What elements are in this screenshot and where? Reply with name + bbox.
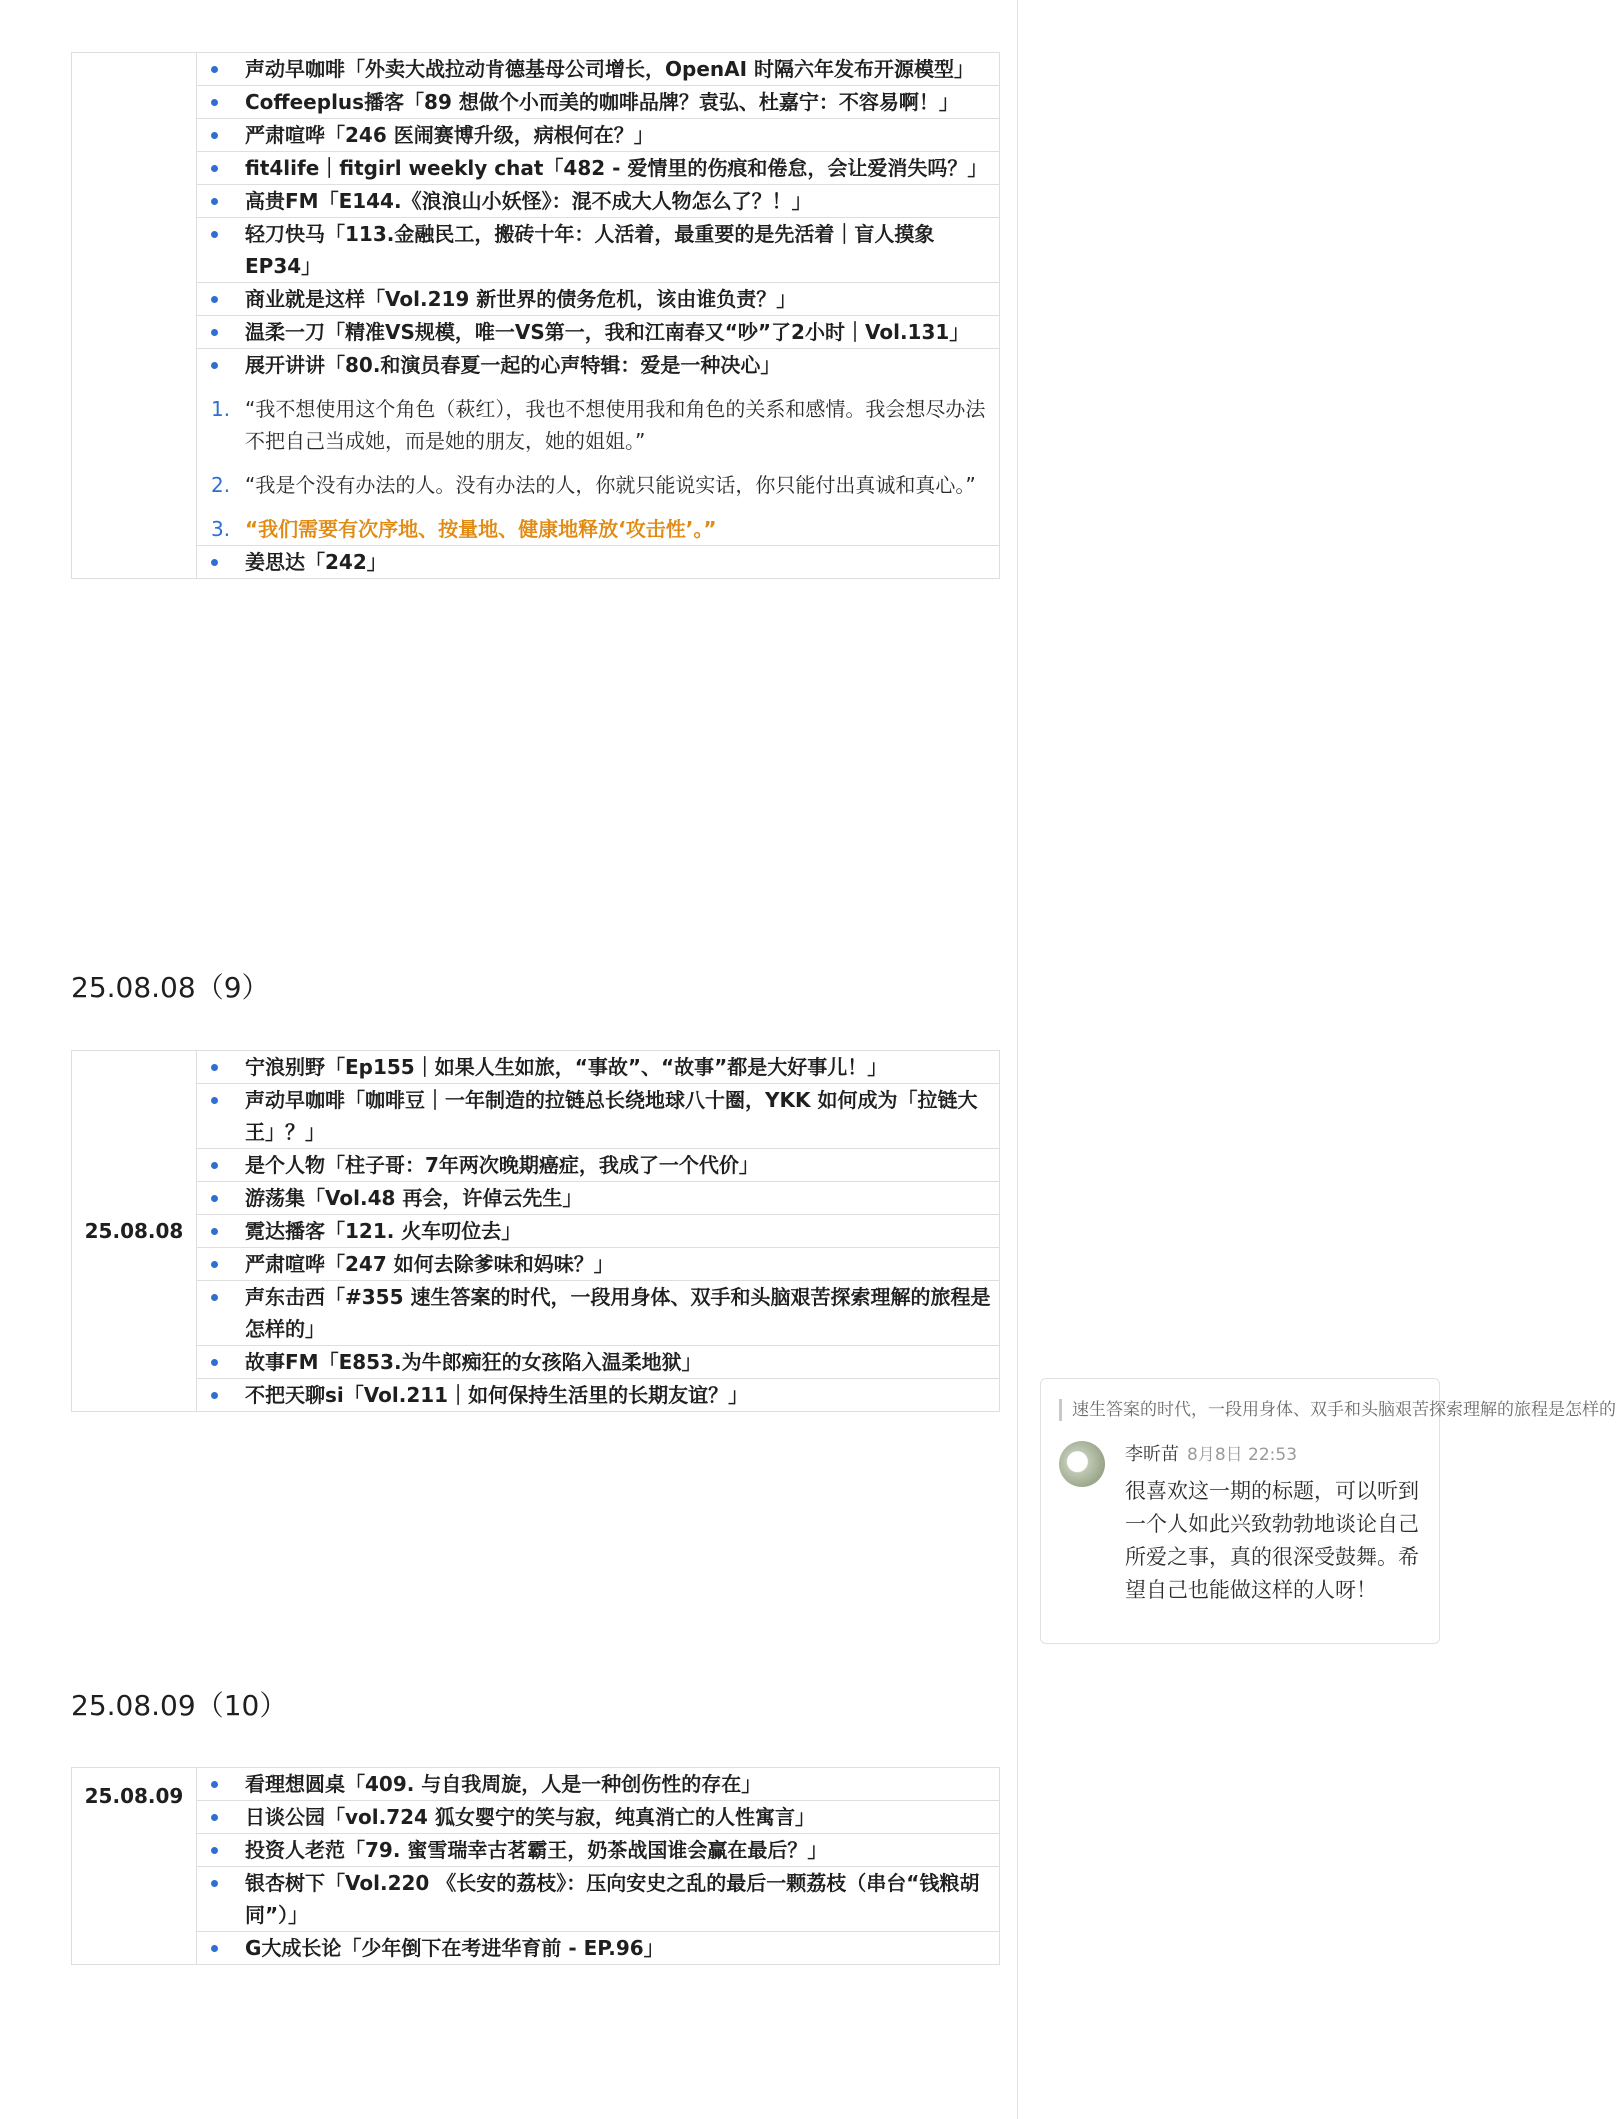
episode-cell [197, 1801, 1000, 1834]
table-row [72, 1379, 1000, 1412]
podcast-table-1 [71, 52, 1000, 579]
episode-item[interactable]: 声东击西「#355 速生答案的时代，一段用身体、双手和头脑艰苦探索理解的旅程是怎样的」 [197, 1281, 999, 1345]
episode-item[interactable]: 温柔一刀「精准VS规模，唯一VS第一，我和江南春又“吵”了2小时｜Vol.131」 [197, 316, 999, 348]
bullet-icon [211, 1880, 218, 1887]
episode-item[interactable]: Coffeeplus播客「89 想做个小而美的咖啡品牌？袁弘、杜嘉宁：不容易啊！」 [197, 86, 999, 118]
bullet-icon [211, 231, 218, 238]
bullet-icon [211, 1195, 218, 1202]
table-row [72, 283, 1000, 316]
table-row [72, 1182, 1000, 1215]
date-cell: 25.08.09 [72, 1768, 197, 1965]
episode-item[interactable]: 不把天聊si「Vol.211｜如何保持生活里的长期友谊？」 [197, 1379, 999, 1411]
table-row [72, 1801, 1000, 1834]
episode-cell [197, 316, 1000, 349]
episode-item[interactable]: 商业就是这样「Vol.219 新世界的债务危机，该由谁负责？」 [197, 283, 999, 315]
bullet-icon [211, 559, 218, 566]
episode-cell [197, 1346, 1000, 1379]
episode-cell [197, 1084, 1000, 1149]
episode-item[interactable]: 严肃喧哗「247 如何去除爹味和妈味？」 [197, 1248, 999, 1280]
avatar [1059, 1441, 1105, 1487]
episode-item[interactable]: 严肃喧哗「246 医闹赛博升级，病根何在？」 [197, 119, 999, 151]
episode-item[interactable]: 故事FM「E853.为牛郎痴狂的女孩陷入温柔地狱」 [197, 1346, 999, 1378]
table-row [72, 1084, 1000, 1149]
table-row [72, 1051, 1000, 1084]
bullet-icon [211, 99, 218, 106]
table-row [72, 218, 1000, 283]
episode-item[interactable]: 霓达播客「121. 火车叨位去」 [197, 1215, 999, 1247]
episode-cell [197, 1281, 1000, 1346]
episode-cell [197, 283, 1000, 316]
table-row [72, 152, 1000, 185]
bullet-icon [211, 1814, 218, 1821]
bullet-icon [211, 1162, 218, 1169]
table-row [72, 1346, 1000, 1379]
episode-cell [197, 1248, 1000, 1281]
episode-item[interactable]: 看理想圆桌「409. 与自我周旋，人是一种创伤性的存在」 [197, 1768, 999, 1800]
date-cell: 25.08.08 [72, 1051, 197, 1412]
podcast-table-2 [71, 1050, 1000, 1412]
table-row [72, 1768, 1000, 1801]
table-row [72, 53, 1000, 86]
bullet-icon [211, 1359, 218, 1366]
bullet-icon [211, 362, 218, 369]
table-row [72, 1248, 1000, 1281]
episode-cell [197, 152, 1000, 185]
episode-cell [197, 86, 1000, 119]
episode-cell [197, 349, 1000, 546]
episode-item[interactable]: 声动早咖啡「外卖大战拉动肯德基母公司增长，OpenAI 时隔六年发布开源模型」 [197, 53, 999, 85]
episode-cell [197, 185, 1000, 218]
bullet-icon [211, 1228, 218, 1235]
table-row [72, 546, 1000, 579]
bullet-icon [211, 132, 218, 139]
episode-cell [197, 1867, 1000, 1932]
bullet-icon [211, 1097, 218, 1104]
bullet-icon [211, 198, 218, 205]
comment-card[interactable] [1040, 1378, 1616, 1644]
bullet-icon [211, 165, 218, 172]
bullet-icon [211, 329, 218, 336]
episode-cell [197, 53, 1000, 86]
episode-item[interactable]: 声动早咖啡「咖啡豆｜一年制造的拉链总长绕地球八十圈，YKK 如何成为「拉链大王」？」 [197, 1084, 999, 1148]
episode-item[interactable]: 高贵FM「E144.《浪浪山小妖怪》：混不成大人物怎么了？！」 [197, 185, 999, 217]
episode-cell [197, 1149, 1000, 1182]
table-row [72, 119, 1000, 152]
episode-cell [197, 1379, 1000, 1412]
bullet-icon [211, 1781, 218, 1788]
table-row [72, 1281, 1000, 1346]
comment-quoted-text: 速生答案的时代，一段用身体、双手和头脑艰苦探索理解的旅程是怎样的 [1059, 1399, 1421, 1421]
episode-cell [197, 546, 1000, 579]
table-row [72, 86, 1000, 119]
episode-cell [197, 1768, 1000, 1801]
section-heading: 25.08.08（9） [71, 971, 270, 1004]
episode-item[interactable]: 宁浪别野「Ep155｜如果人生如旅，“事故”、“故事”都是大好事儿！」 [197, 1051, 999, 1083]
table-row [72, 1867, 1000, 1932]
episode-cell [197, 1051, 1000, 1084]
comment-timestamp: 8月8日 22:53 [1187, 1445, 1298, 1465]
bullet-icon [211, 296, 218, 303]
episode-item[interactable]: 是个人物「柱子哥：7年两次晚期癌症，我成了一个代价」 [197, 1149, 999, 1181]
bullet-icon [211, 1392, 218, 1399]
quote-item: 1. “我不想使用这个角色（萩红），我也不想使用我和角色的关系和感情。我会想尽办法不把自己当成她，而是她的朋友，她的姐姐。” [211, 397, 986, 453]
episode-cell [197, 1932, 1000, 1965]
table-row [72, 1834, 1000, 1867]
table-row [72, 1215, 1000, 1248]
table-row [72, 185, 1000, 218]
bullet-icon [211, 1945, 218, 1952]
episode-item[interactable]: 展开讲讲「80.和演员春夏一起的心声特辑：爱是一种决心」 [197, 349, 999, 381]
comment-body: 很喜欢这一期的标题，可以听到一个人如此兴致勃勃地谈论自己所爱之事，真的很深受鼓舞。希望自己也能做这样的人呀！ [1125, 1479, 1419, 1602]
episode-cell [197, 218, 1000, 283]
bullet-icon [211, 1261, 218, 1268]
episode-cell [197, 119, 1000, 152]
section-heading: 25.08.09（10） [71, 1689, 288, 1722]
table-row [72, 1149, 1000, 1182]
comment-author: 李昕苗 [1125, 1444, 1179, 1465]
bullet-icon [211, 1064, 218, 1071]
table-row [72, 1932, 1000, 1965]
bullet-icon [211, 66, 218, 73]
episode-item[interactable]: 姜思达「242」 [197, 546, 999, 578]
episode-cell [197, 1215, 1000, 1248]
table-row [72, 316, 1000, 349]
table-row [72, 349, 1000, 546]
highlighted-quote-item: 3. “我们需要有次序地、按量地、健康地释放‘攻击性’。” [211, 517, 717, 541]
bullet-icon [211, 1847, 218, 1854]
episode-item[interactable]: 投资人老范「79. 蜜雪瑞幸古茗霸王，奶茶战国谁会赢在最后？」 [197, 1834, 999, 1866]
podcast-table-3 [71, 1767, 1000, 1965]
quote-item: 2. “我是个没有办法的人。没有办法的人，你就只能说实话，你只能付出真诚和真心。” [211, 473, 976, 497]
episode-cell [197, 1834, 1000, 1867]
episode-item[interactable]: 轻刀快马「113.金融民工，搬砖十年：人活着，最重要的是先活着｜盲人摸象 EP34」 [197, 218, 999, 282]
date-cell [72, 53, 197, 579]
episode-item[interactable]: 银杏树下「Vol.220 《长安的荔枝》：压向安史之乱的最后一颗荔枝（串台“钱粮胡同”）」 [197, 1867, 999, 1931]
column-divider [1017, 0, 1018, 2119]
episode-item[interactable]: 游荡集「Vol.48 再会，许倬云先生」 [197, 1182, 999, 1214]
episode-item[interactable]: 日谈公园「vol.724 狐女婴宁的笑与寂，纯真消亡的人性寓言」 [197, 1801, 999, 1833]
bullet-icon [211, 1294, 218, 1301]
episode-cell [197, 1182, 1000, 1215]
episode-item[interactable]: fit4life｜fitgirl weekly chat「482 - 爱情里的伤痕和倦怠，会让爱消失吗？」 [197, 152, 999, 184]
episode-item[interactable]: G大成长论「少年倒下在考进华育前 - EP.96」 [197, 1932, 999, 1964]
